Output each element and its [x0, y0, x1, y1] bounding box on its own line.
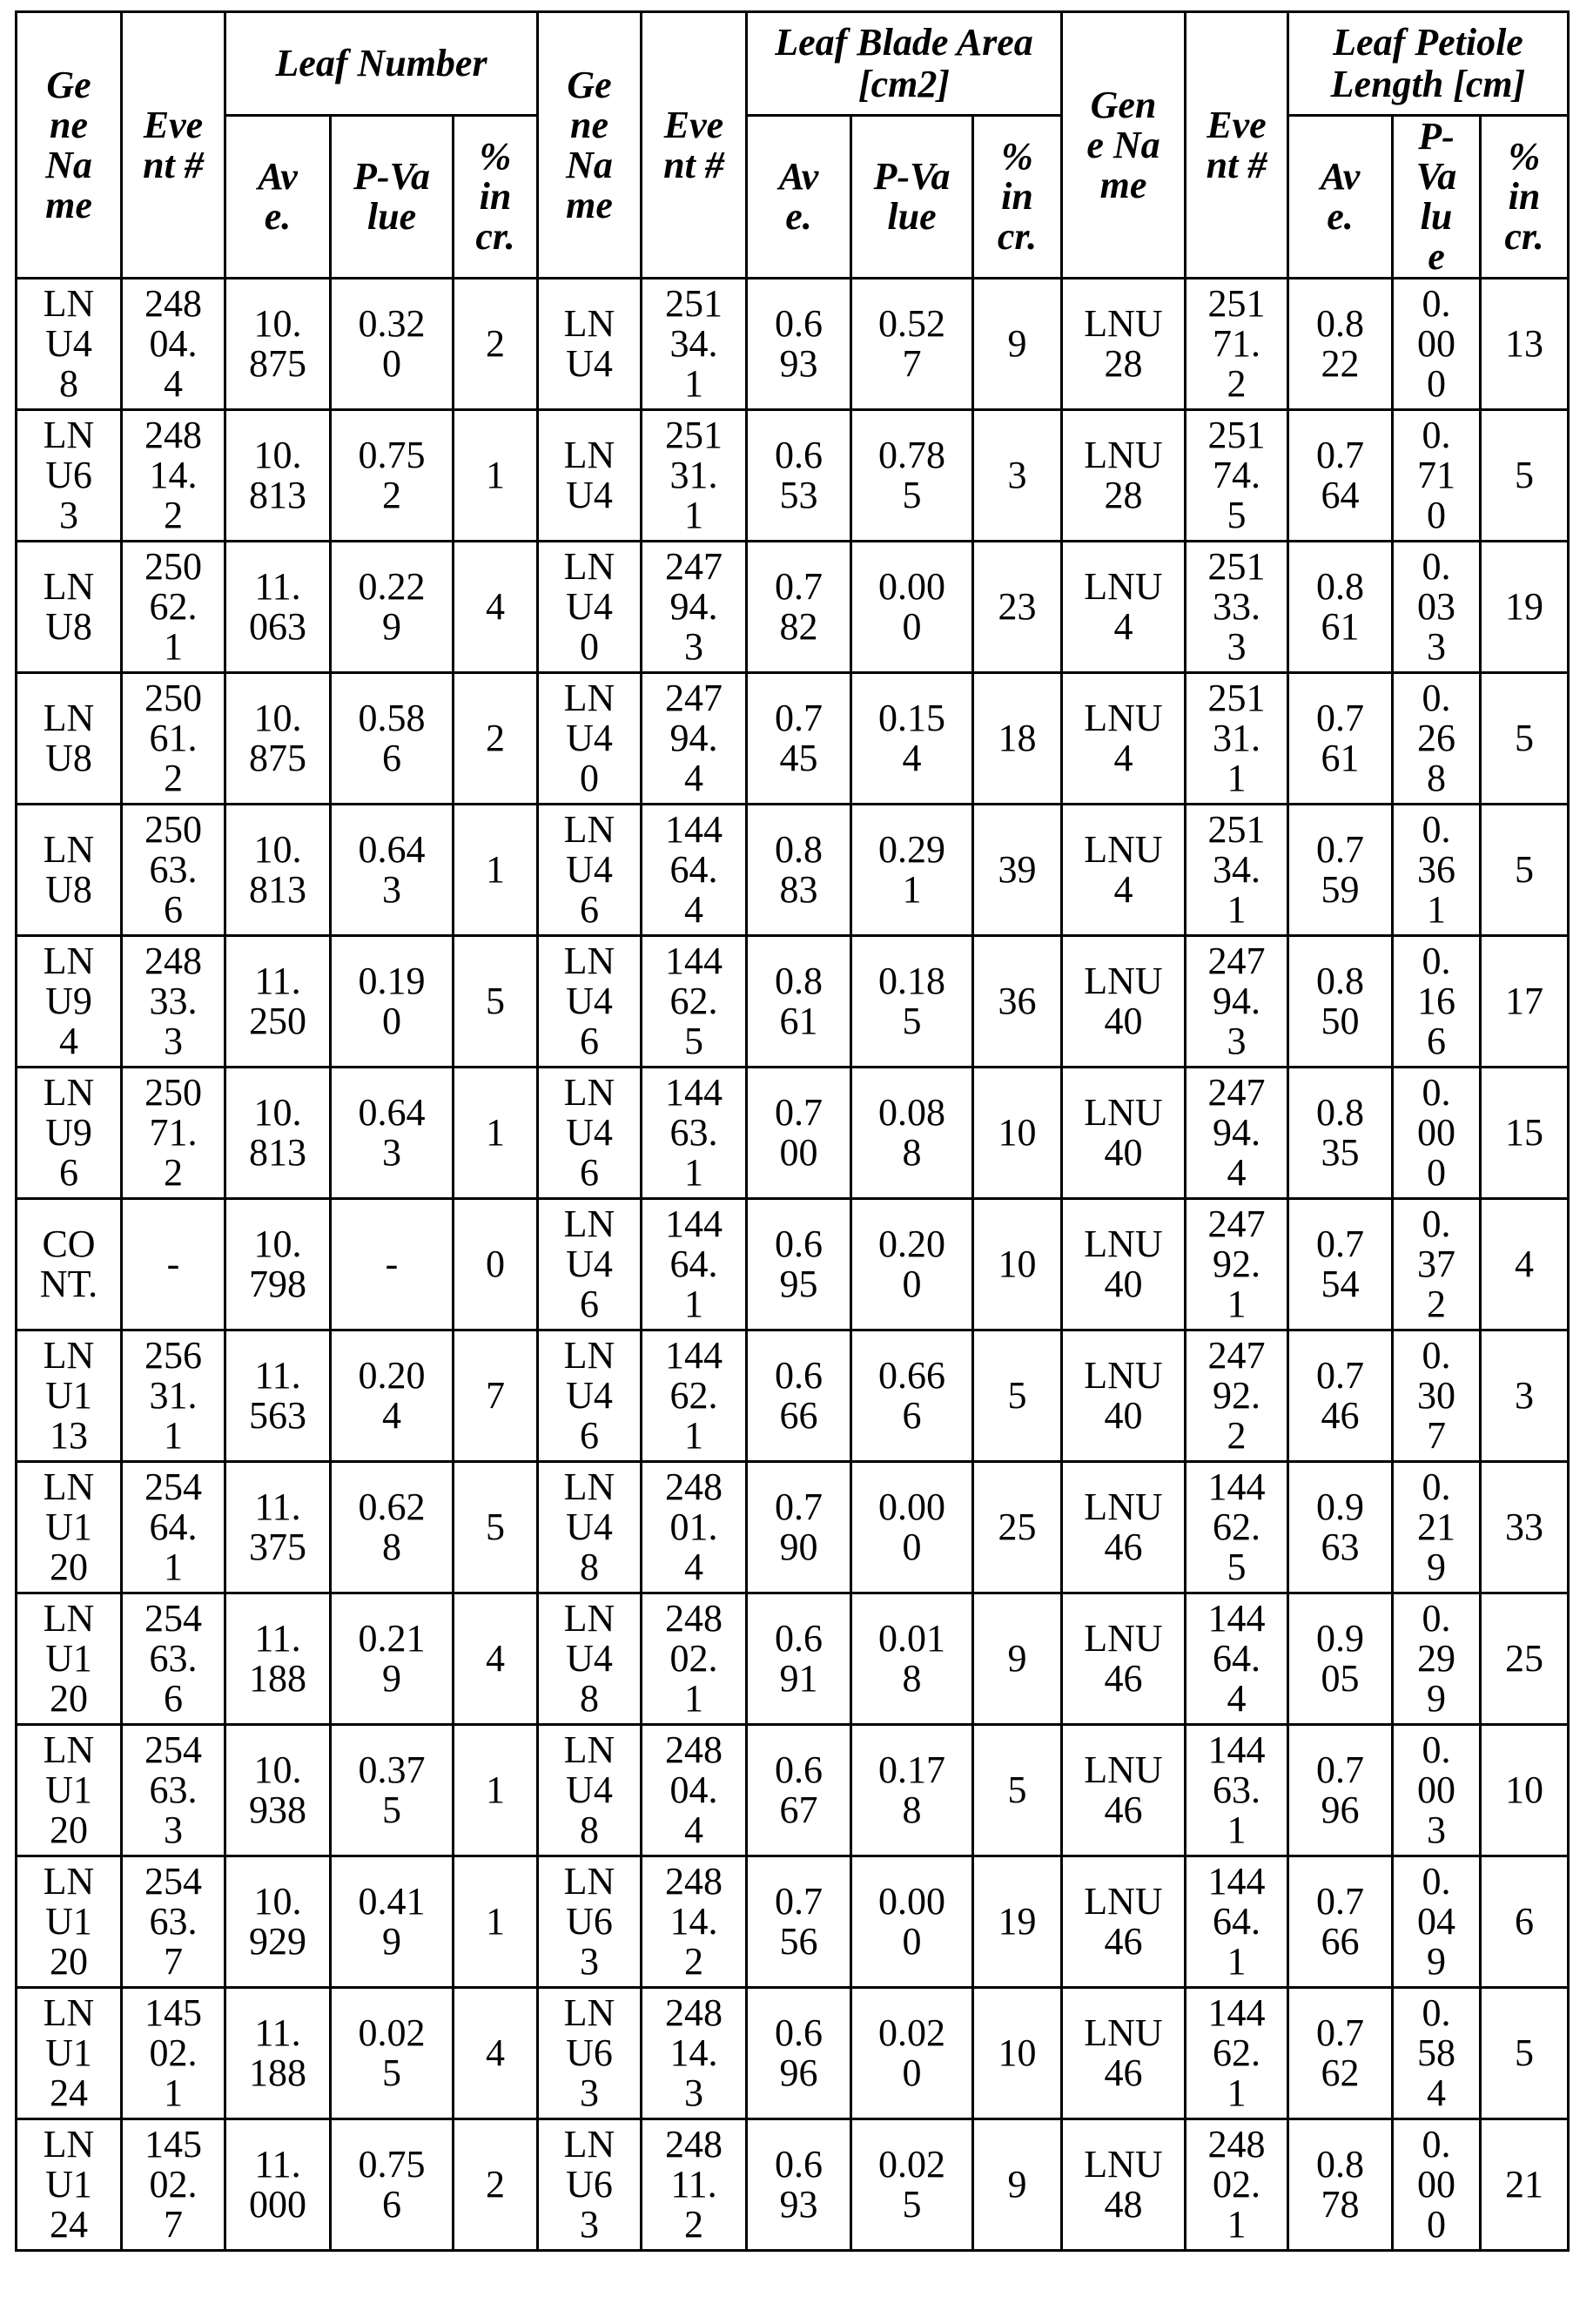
cell-petiole-length-pct-incr: 33 [1481, 1462, 1569, 1593]
table-row [17, 2119, 1569, 2251]
cell-event: 25171.2 [1186, 279, 1288, 410]
cell-blade-area-pct-incr: 9 [973, 279, 1062, 410]
cell-blade-area-ave: 0.790 [747, 1462, 851, 1593]
cell-gene-name: LNU48 [17, 279, 122, 410]
cell-petiole-length-p-value: 0.584 [1393, 1988, 1481, 2119]
cell-blade-area-pct-incr: 39 [973, 805, 1062, 936]
cell-gene-name: LNU46 [538, 805, 642, 936]
cell-event: - [122, 1199, 225, 1330]
cell-blade-area-pct-incr: 10 [973, 1988, 1062, 2119]
cell-event: 24792.2 [1186, 1330, 1288, 1462]
table-row [17, 936, 1569, 1068]
cell-leaf-number-ave: 10.813 [225, 805, 331, 936]
cell-blade-area-p-value: 0.000 [851, 1856, 973, 1988]
header-ave-3: Ave. [1288, 116, 1393, 279]
cell-petiole-length-p-value: 0.361 [1393, 805, 1481, 936]
cell-gene-name: LNU40 [1062, 1068, 1186, 1199]
cell-blade-area-p-value: 0.088 [851, 1068, 973, 1199]
header-gene-name-3: Gene Name [1062, 12, 1186, 279]
cell-gene-name: LNU46 [1062, 1725, 1186, 1856]
cell-petiole-length-pct-incr: 6 [1481, 1856, 1569, 1988]
cell-blade-area-ave: 0.700 [747, 1068, 851, 1199]
cell-blade-area-p-value: 0.154 [851, 673, 973, 805]
cell-leaf-number-pct-incr: 4 [454, 1988, 538, 2119]
cell-petiole-length-pct-incr: 5 [1481, 410, 1569, 542]
cell-blade-area-ave: 0.695 [747, 1199, 851, 1330]
cell-gene-name: LNU63 [538, 1856, 642, 1988]
cell-petiole-length-ave: 0.766 [1288, 1856, 1393, 1988]
cell-leaf-number-p-value: 0.204 [331, 1330, 454, 1462]
header-event-2: Event # [642, 12, 747, 279]
header-leaf-number: Leaf Number [225, 12, 538, 116]
cell-gene-name: LNU120 [17, 1462, 122, 1593]
cell-event: 25463.6 [122, 1593, 225, 1725]
cell-leaf-number-ave: 11.563 [225, 1330, 331, 1462]
cell-event: 25134.1 [1186, 805, 1288, 936]
cell-event: 25463.7 [122, 1856, 225, 1988]
cell-leaf-number-ave: 10.813 [225, 410, 331, 542]
cell-blade-area-p-value: 0.178 [851, 1725, 973, 1856]
leaf-parameters-table [15, 10, 1570, 2252]
cell-gene-name: LNU40 [1062, 1199, 1186, 1330]
cell-blade-area-pct-incr: 25 [973, 1462, 1062, 1593]
cell-leaf-number-pct-incr: 0 [454, 1199, 538, 1330]
cell-blade-area-p-value: 0.527 [851, 279, 973, 410]
cell-event: 24794.3 [642, 542, 747, 673]
table-row [17, 1988, 1569, 2119]
cell-leaf-number-p-value: 0.229 [331, 542, 454, 673]
cell-event: 25464.1 [122, 1462, 225, 1593]
cell-blade-area-p-value: 0.200 [851, 1199, 973, 1330]
table-row [17, 1856, 1569, 1988]
cell-petiole-length-ave: 0.822 [1288, 279, 1393, 410]
cell-petiole-length-p-value: 0.000 [1393, 2119, 1481, 2251]
cell-gene-name: LNU46 [1062, 1988, 1186, 2119]
cell-leaf-number-ave: 11.000 [225, 2119, 331, 2251]
cell-blade-area-pct-incr: 10 [973, 1199, 1062, 1330]
cell-leaf-number-pct-incr: 1 [454, 410, 538, 542]
cell-event: 25134.1 [642, 279, 747, 410]
cell-event: 25071.2 [122, 1068, 225, 1199]
cell-event: 14463.1 [642, 1068, 747, 1199]
cell-event: 24833.3 [122, 936, 225, 1068]
cell-leaf-number-p-value: 0.643 [331, 1068, 454, 1199]
cell-petiole-length-p-value: 0.049 [1393, 1856, 1481, 1988]
cell-event: 25133.3 [1186, 542, 1288, 673]
table-row [17, 805, 1569, 936]
cell-gene-name: LNU48 [538, 1593, 642, 1725]
cell-blade-area-p-value: 0.018 [851, 1593, 973, 1725]
cell-event: 24801.4 [642, 1462, 747, 1593]
cell-blade-area-ave: 0.653 [747, 410, 851, 542]
cell-leaf-number-p-value: 0.219 [331, 1593, 454, 1725]
header-p-value-3: P-Value [1393, 116, 1481, 279]
cell-leaf-number-p-value: 0.375 [331, 1725, 454, 1856]
cell-event: 25463.3 [122, 1725, 225, 1856]
cell-petiole-length-ave: 0.796 [1288, 1725, 1393, 1856]
cell-event: 24802.1 [1186, 2119, 1288, 2251]
cell-blade-area-pct-incr: 36 [973, 936, 1062, 1068]
cell-leaf-number-p-value: 0.756 [331, 2119, 454, 2251]
table-row [17, 542, 1569, 673]
cell-gene-name: LNU8 [17, 805, 122, 936]
cell-petiole-length-ave: 0.878 [1288, 2119, 1393, 2251]
cell-leaf-number-ave: 11.375 [225, 1462, 331, 1593]
cell-petiole-length-ave: 0.861 [1288, 542, 1393, 673]
cell-blade-area-pct-incr: 9 [973, 2119, 1062, 2251]
cell-gene-name: LNU120 [17, 1725, 122, 1856]
table-row [17, 673, 1569, 805]
cell-blade-area-p-value: 0.000 [851, 542, 973, 673]
header-pct-incr-1: % incr. [454, 116, 538, 279]
cell-gene-name: LNU48 [538, 1462, 642, 1593]
cell-blade-area-pct-incr: 23 [973, 542, 1062, 673]
cell-petiole-length-p-value: 0.710 [1393, 410, 1481, 542]
cell-event: 25174.5 [1186, 410, 1288, 542]
header-gene-name-1: Gene Name [17, 12, 122, 279]
cell-gene-name: LNU63 [17, 410, 122, 542]
cell-event: 24814.2 [122, 410, 225, 542]
cell-leaf-number-pct-incr: 4 [454, 1593, 538, 1725]
cell-leaf-number-p-value: 0.643 [331, 805, 454, 936]
cell-gene-name: LNU40 [538, 542, 642, 673]
cell-petiole-length-pct-incr: 15 [1481, 1068, 1569, 1199]
cell-petiole-length-pct-incr: 17 [1481, 936, 1569, 1068]
cell-gene-name: LNU4 [1062, 805, 1186, 936]
cell-blade-area-ave: 0.745 [747, 673, 851, 805]
table-row [17, 1462, 1569, 1593]
header-ave-1: Ave. [225, 116, 331, 279]
cell-petiole-length-pct-incr: 19 [1481, 542, 1569, 673]
cell-gene-name: LNU48 [538, 1725, 642, 1856]
cell-blade-area-ave: 0.693 [747, 2119, 851, 2251]
table-row [17, 1330, 1569, 1462]
cell-leaf-number-ave: 10.875 [225, 279, 331, 410]
cell-event: 14464.1 [642, 1199, 747, 1330]
cell-blade-area-p-value: 0.291 [851, 805, 973, 936]
cell-petiole-length-p-value: 0.033 [1393, 542, 1481, 673]
cell-blade-area-p-value: 0.020 [851, 1988, 973, 2119]
cell-petiole-length-ave: 0.905 [1288, 1593, 1393, 1725]
cell-gene-name: LNU63 [538, 1988, 642, 2119]
cell-petiole-length-ave: 0.764 [1288, 410, 1393, 542]
cell-leaf-number-pct-incr: 1 [454, 1068, 538, 1199]
cell-gene-name: LNU120 [17, 1856, 122, 1988]
cell-petiole-length-pct-incr: 5 [1481, 805, 1569, 936]
cell-event: 24804.4 [122, 279, 225, 410]
cell-leaf-number-pct-incr: 4 [454, 542, 538, 673]
cell-petiole-length-pct-incr: 3 [1481, 1330, 1569, 1462]
cell-gene-name: LNU96 [17, 1068, 122, 1199]
cell-petiole-length-pct-incr: 5 [1481, 1988, 1569, 2119]
cell-petiole-length-p-value: 0.000 [1393, 279, 1481, 410]
cell-leaf-number-pct-incr: 2 [454, 2119, 538, 2251]
cell-petiole-length-ave: 0.759 [1288, 805, 1393, 936]
cell-leaf-number-ave: 10.813 [225, 1068, 331, 1199]
cell-leaf-number-p-value: - [331, 1199, 454, 1330]
cell-gene-name: LNU28 [1062, 279, 1186, 410]
cell-petiole-length-p-value: 0.372 [1393, 1199, 1481, 1330]
cell-gene-name: CONT. [17, 1199, 122, 1330]
cell-gene-name: LNU46 [1062, 1856, 1186, 1988]
cell-leaf-number-ave: 11.188 [225, 1988, 331, 2119]
cell-petiole-length-ave: 0.746 [1288, 1330, 1393, 1462]
cell-petiole-length-p-value: 0.000 [1393, 1068, 1481, 1199]
table-row [17, 1725, 1569, 1856]
cell-leaf-number-ave: 11.063 [225, 542, 331, 673]
cell-gene-name: LNU40 [1062, 1330, 1186, 1462]
cell-event: 25131.1 [1186, 673, 1288, 805]
cell-leaf-number-ave: 10.938 [225, 1725, 331, 1856]
cell-petiole-length-p-value: 0.219 [1393, 1462, 1481, 1593]
cell-blade-area-ave: 0.756 [747, 1856, 851, 1988]
cell-blade-area-p-value: 0.025 [851, 2119, 973, 2251]
cell-gene-name: LNU46 [538, 936, 642, 1068]
cell-leaf-number-p-value: 0.419 [331, 1856, 454, 1988]
cell-gene-name: LNU40 [1062, 936, 1186, 1068]
cell-blade-area-pct-incr: 18 [973, 673, 1062, 805]
cell-blade-area-ave: 0.861 [747, 936, 851, 1068]
cell-event: 14462.5 [1186, 1462, 1288, 1593]
cell-gene-name: LNU46 [1062, 1462, 1186, 1593]
cell-event: 25061.2 [122, 673, 225, 805]
cell-gene-name: LNU124 [17, 2119, 122, 2251]
cell-event: 14502.7 [122, 2119, 225, 2251]
cell-leaf-number-pct-incr: 1 [454, 805, 538, 936]
cell-gene-name: LNU4 [538, 279, 642, 410]
cell-petiole-length-pct-incr: 5 [1481, 673, 1569, 805]
cell-blade-area-ave: 0.883 [747, 805, 851, 936]
cell-leaf-number-pct-incr: 2 [454, 673, 538, 805]
table-row [17, 279, 1569, 410]
cell-gene-name: LNU46 [538, 1199, 642, 1330]
cell-blade-area-pct-incr: 5 [973, 1725, 1062, 1856]
cell-event: 14462.1 [1186, 1988, 1288, 2119]
header-p-value-2: P-Value [851, 116, 973, 279]
cell-leaf-number-p-value: 0.190 [331, 936, 454, 1068]
cell-petiole-length-ave: 0.835 [1288, 1068, 1393, 1199]
cell-gene-name: LNU46 [1062, 1593, 1186, 1725]
header-leaf-petiole-length: Leaf Petiole Length [cm] [1288, 12, 1569, 116]
cell-leaf-number-pct-incr: 2 [454, 279, 538, 410]
cell-event: 25131.1 [642, 410, 747, 542]
cell-blade-area-pct-incr: 3 [973, 410, 1062, 542]
cell-event: 14463.1 [1186, 1725, 1288, 1856]
header-pct-incr-3: % incr. [1481, 116, 1569, 279]
cell-event: 25062.1 [122, 542, 225, 673]
cell-leaf-number-p-value: 0.320 [331, 279, 454, 410]
table-row [17, 1593, 1569, 1725]
cell-gene-name: LNU63 [538, 2119, 642, 2251]
cell-gene-name: LNU8 [17, 542, 122, 673]
cell-petiole-length-pct-incr: 21 [1481, 2119, 1569, 2251]
cell-leaf-number-ave: 10.929 [225, 1856, 331, 1988]
cell-blade-area-ave: 0.782 [747, 542, 851, 673]
cell-gene-name: LNU40 [538, 673, 642, 805]
cell-gene-name: LNU46 [538, 1330, 642, 1462]
cell-blade-area-pct-incr: 10 [973, 1068, 1062, 1199]
cell-event: 24792.1 [1186, 1199, 1288, 1330]
cell-petiole-length-ave: 0.850 [1288, 936, 1393, 1068]
cell-blade-area-ave: 0.691 [747, 1593, 851, 1725]
cell-leaf-number-ave: 10.875 [225, 673, 331, 805]
cell-petiole-length-pct-incr: 10 [1481, 1725, 1569, 1856]
cell-blade-area-pct-incr: 9 [973, 1593, 1062, 1725]
cell-blade-area-p-value: 0.000 [851, 1462, 973, 1593]
cell-event: 14464.1 [1186, 1856, 1288, 1988]
cell-event: 25631.1 [122, 1330, 225, 1462]
cell-event: 24802.1 [642, 1593, 747, 1725]
cell-event: 14462.1 [642, 1330, 747, 1462]
cell-gene-name: LNU113 [17, 1330, 122, 1462]
cell-petiole-length-ave: 0.761 [1288, 673, 1393, 805]
cell-petiole-length-ave: 0.963 [1288, 1462, 1393, 1593]
cell-petiole-length-p-value: 0.307 [1393, 1330, 1481, 1462]
cell-leaf-number-ave: 11.188 [225, 1593, 331, 1725]
header-p-value-1: P-Value [331, 116, 454, 279]
cell-gene-name: LNU94 [17, 936, 122, 1068]
cell-petiole-length-p-value: 0.268 [1393, 673, 1481, 805]
table-row [17, 1068, 1569, 1199]
cell-petiole-length-pct-incr: 13 [1481, 279, 1569, 410]
cell-event: 24804.4 [642, 1725, 747, 1856]
cell-leaf-number-pct-incr: 7 [454, 1330, 538, 1462]
cell-petiole-length-ave: 0.754 [1288, 1199, 1393, 1330]
cell-gene-name: LNU120 [17, 1593, 122, 1725]
cell-leaf-number-ave: 10.798 [225, 1199, 331, 1330]
cell-petiole-length-p-value: 0.299 [1393, 1593, 1481, 1725]
cell-gene-name: LNU48 [1062, 2119, 1186, 2251]
header-pct-incr-2: % incr. [973, 116, 1062, 279]
cell-blade-area-ave: 0.667 [747, 1725, 851, 1856]
cell-petiole-length-pct-incr: 25 [1481, 1593, 1569, 1725]
cell-event: 14464.4 [642, 805, 747, 936]
header-event-1: Event # [122, 12, 225, 279]
cell-leaf-number-pct-incr: 1 [454, 1856, 538, 1988]
cell-blade-area-ave: 0.696 [747, 1988, 851, 2119]
table-row [17, 410, 1569, 542]
header-ave-2: Ave. [747, 116, 851, 279]
cell-leaf-number-p-value: 0.628 [331, 1462, 454, 1593]
cell-event: 24794.4 [1186, 1068, 1288, 1199]
cell-gene-name: LNU4 [538, 410, 642, 542]
cell-petiole-length-pct-incr: 4 [1481, 1199, 1569, 1330]
cell-event: 24794.3 [1186, 936, 1288, 1068]
table-row [17, 1199, 1569, 1330]
cell-event: 24811.2 [642, 2119, 747, 2251]
cell-leaf-number-ave: 11.250 [225, 936, 331, 1068]
cell-blade-area-pct-incr: 5 [973, 1330, 1062, 1462]
cell-gene-name: LNU124 [17, 1988, 122, 2119]
cell-leaf-number-pct-incr: 1 [454, 1725, 538, 1856]
cell-gene-name: LNU8 [17, 673, 122, 805]
cell-gene-name: LNU46 [538, 1068, 642, 1199]
cell-gene-name: LNU28 [1062, 410, 1186, 542]
cell-leaf-number-p-value: 0.586 [331, 673, 454, 805]
cell-petiole-length-p-value: 0.003 [1393, 1725, 1481, 1856]
cell-event: 24814.3 [642, 1988, 747, 2119]
cell-event: 14502.1 [122, 1988, 225, 2119]
cell-event: 24814.2 [642, 1856, 747, 1988]
cell-blade-area-p-value: 0.785 [851, 410, 973, 542]
cell-leaf-number-p-value: 0.025 [331, 1988, 454, 2119]
cell-gene-name: LNU4 [1062, 542, 1186, 673]
cell-blade-area-p-value: 0.185 [851, 936, 973, 1068]
cell-leaf-number-p-value: 0.752 [331, 410, 454, 542]
cell-blade-area-ave: 0.693 [747, 279, 851, 410]
cell-event: 25063.6 [122, 805, 225, 936]
cell-leaf-number-pct-incr: 5 [454, 1462, 538, 1593]
cell-blade-area-p-value: 0.666 [851, 1330, 973, 1462]
cell-blade-area-pct-incr: 19 [973, 1856, 1062, 1988]
header-leaf-blade-area: Leaf Blade Area [cm2] [747, 12, 1062, 116]
cell-leaf-number-pct-incr: 5 [454, 936, 538, 1068]
cell-gene-name: LNU4 [1062, 673, 1186, 805]
cell-event: 14464.4 [1186, 1593, 1288, 1725]
cell-event: 14462.5 [642, 936, 747, 1068]
table-body [17, 279, 1569, 2251]
cell-petiole-length-p-value: 0.166 [1393, 936, 1481, 1068]
header-gene-name-2: Gene Name [538, 12, 642, 279]
cell-petiole-length-ave: 0.762 [1288, 1988, 1393, 2119]
cell-blade-area-ave: 0.666 [747, 1330, 851, 1462]
cell-event: 24794.4 [642, 673, 747, 805]
header-event-3: Event # [1186, 12, 1288, 279]
